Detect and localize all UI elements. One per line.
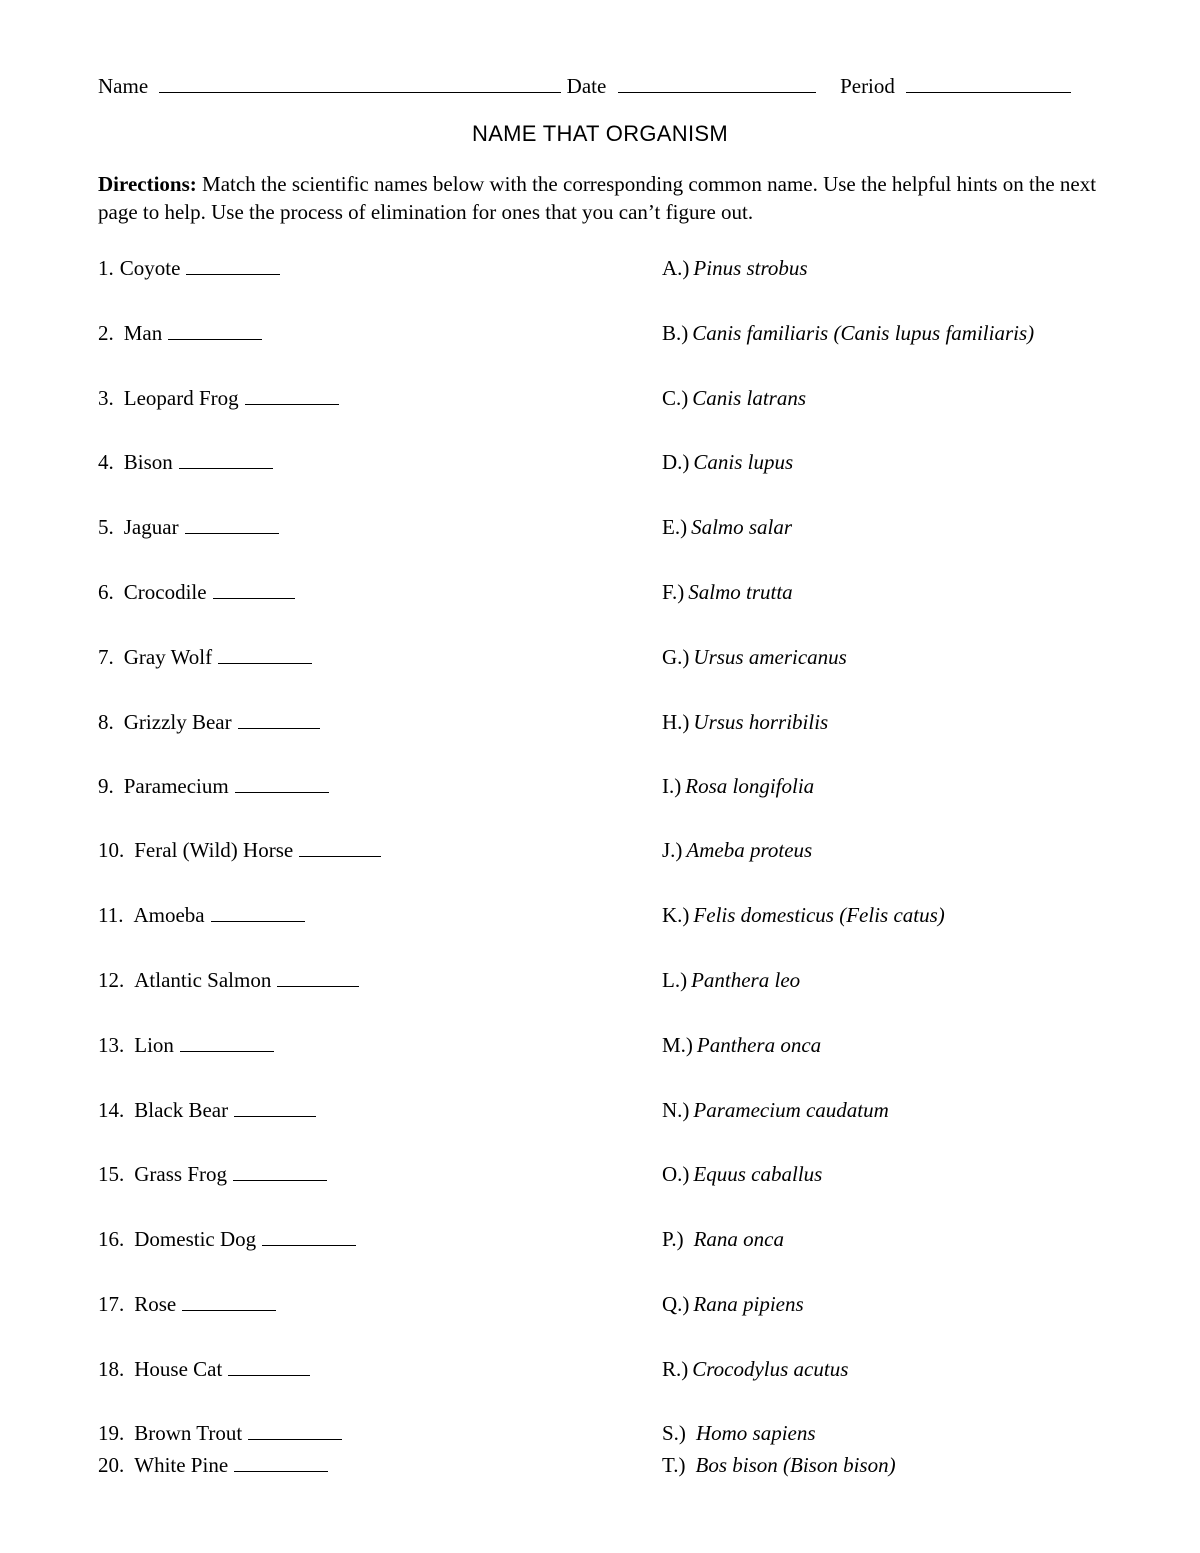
- common-name: Domestic Dog: [134, 1227, 257, 1251]
- answer-blank[interactable]: [168, 319, 262, 340]
- scientific-name: Canis lupus: [693, 450, 794, 474]
- option-letter: P.): [662, 1227, 684, 1251]
- common-name: Feral (Wild) Horse: [134, 838, 294, 862]
- period-blank[interactable]: [906, 72, 1071, 93]
- scientific-name: Paramecium caudatum: [693, 1098, 889, 1122]
- common-name-item: [98, 1355, 310, 1383]
- common-name-item: [98, 1160, 327, 1188]
- common-name-item: [98, 1290, 276, 1318]
- common-name-item: [98, 319, 262, 347]
- item-number: 8.: [98, 710, 114, 734]
- scientific-name-option: [662, 966, 800, 994]
- scientific-name-option: [662, 513, 792, 541]
- scientific-name-option: [662, 1451, 896, 1479]
- answer-blank[interactable]: [262, 1225, 356, 1246]
- scientific-name-option: [662, 1225, 784, 1253]
- matching-row: [0, 1031, 1200, 1061]
- scientific-name-option: [662, 901, 945, 929]
- answer-blank[interactable]: [234, 1451, 328, 1472]
- common-name: White Pine: [134, 1453, 229, 1477]
- option-letter: G.): [662, 645, 690, 669]
- common-name-item: [98, 1031, 274, 1059]
- scientific-name: Rana pipiens: [693, 1292, 804, 1316]
- answer-blank[interactable]: [299, 836, 381, 857]
- scientific-name: Felis domesticus (Felis catus): [693, 903, 945, 927]
- common-name: Leopard Frog: [123, 386, 239, 410]
- matching-row: [0, 1160, 1200, 1190]
- matching-row: [0, 319, 1200, 349]
- answer-blank[interactable]: [186, 254, 280, 275]
- answer-blank[interactable]: [238, 708, 320, 729]
- item-number: 6.: [98, 580, 114, 604]
- common-name: Grass Frog: [134, 1162, 227, 1186]
- matching-row: [0, 1096, 1200, 1126]
- item-number: 5.: [98, 515, 114, 539]
- scientific-name-option: [662, 836, 812, 864]
- item-number: 18.: [98, 1357, 125, 1381]
- scientific-name-option: [662, 708, 828, 736]
- scientific-name: Canis latrans: [692, 386, 807, 410]
- matching-row: [0, 513, 1200, 543]
- scientific-name-option: [662, 1290, 804, 1318]
- common-name: Rose: [134, 1292, 177, 1316]
- directions: [98, 170, 1098, 226]
- common-name-item: [98, 1225, 356, 1253]
- item-number: 1.: [98, 256, 114, 280]
- scientific-name: Salmo trutta: [688, 580, 793, 604]
- option-letter: M.): [662, 1033, 693, 1057]
- answer-blank[interactable]: [233, 1160, 327, 1181]
- scientific-name: Bos bison (Bison bison): [695, 1453, 896, 1477]
- answer-blank[interactable]: [182, 1290, 276, 1311]
- item-number: 17.: [98, 1292, 125, 1316]
- scientific-name-option: [662, 254, 808, 282]
- date-label: Date: [566, 74, 607, 98]
- matching-row: [0, 1451, 1200, 1481]
- matching-row: [0, 1290, 1200, 1320]
- answer-blank[interactable]: [185, 513, 279, 534]
- scientific-name: Pinus strobus: [693, 256, 808, 280]
- scientific-name-option: [662, 1096, 889, 1124]
- matching-row: [0, 448, 1200, 478]
- option-letter: S.): [662, 1421, 686, 1445]
- scientific-name-option: [662, 1031, 821, 1059]
- scientific-name: Homo sapiens: [695, 1421, 816, 1445]
- option-letter: Q.): [662, 1292, 690, 1316]
- item-number: 11.: [98, 903, 124, 927]
- scientific-name-option: [662, 319, 1034, 347]
- common-name-item: [98, 254, 280, 282]
- answer-blank[interactable]: [248, 1419, 342, 1440]
- scientific-name: Ameba proteus: [686, 838, 813, 862]
- option-letter: B.): [662, 321, 689, 345]
- answer-blank[interactable]: [234, 1096, 316, 1117]
- item-number: 7.: [98, 645, 114, 669]
- date-blank[interactable]: [618, 72, 816, 93]
- item-number: 10.: [98, 838, 125, 862]
- directions-label: Directions:: [98, 172, 197, 196]
- matching-row: [0, 1355, 1200, 1385]
- option-letter: K.): [662, 903, 690, 927]
- option-letter: L.): [662, 968, 688, 992]
- answer-blank[interactable]: [218, 643, 312, 664]
- answer-blank[interactable]: [277, 966, 359, 987]
- item-number: 9.: [98, 774, 114, 798]
- item-number: 19.: [98, 1421, 125, 1445]
- matching-row: [0, 643, 1200, 673]
- option-letter: C.): [662, 386, 689, 410]
- scientific-name-option: [662, 1419, 816, 1447]
- common-name-item: [98, 1096, 316, 1124]
- common-name: Atlantic Salmon: [134, 968, 272, 992]
- common-name: Brown Trout: [134, 1421, 243, 1445]
- common-name: Jaguar: [123, 515, 179, 539]
- scientific-name-option: [662, 643, 847, 671]
- item-number: 20.: [98, 1453, 125, 1477]
- scientific-name-option: [662, 578, 793, 606]
- common-name-item: [98, 513, 279, 541]
- item-number: 12.: [98, 968, 125, 992]
- option-letter: T.): [662, 1453, 686, 1477]
- scientific-name: Rosa longifolia: [685, 774, 815, 798]
- common-name-item: [98, 448, 273, 476]
- common-name-item: [98, 966, 359, 994]
- item-number: 13.: [98, 1033, 125, 1057]
- matching-row: [0, 1225, 1200, 1255]
- option-letter: E.): [662, 515, 688, 539]
- common-name-item: [98, 1419, 342, 1447]
- answer-blank[interactable]: [211, 901, 305, 922]
- matching-row: [0, 836, 1200, 866]
- common-name-item: [98, 708, 320, 736]
- common-name: Black Bear: [134, 1098, 229, 1122]
- option-letter: A.): [662, 256, 690, 280]
- option-letter: D.): [662, 450, 690, 474]
- scientific-name: Ursus americanus: [693, 645, 847, 669]
- common-name-item: [98, 901, 305, 929]
- common-name: Coyote: [119, 256, 181, 280]
- scientific-name: Canis familiaris (Canis lupus familiaris): [692, 321, 1035, 345]
- option-letter: F.): [662, 580, 685, 604]
- scientific-name: Panthera onca: [696, 1033, 822, 1057]
- matching-row: [0, 708, 1200, 738]
- matching-row: [0, 578, 1200, 608]
- common-name: Amoeba: [133, 903, 205, 927]
- directions-text: Match the scientific names below with the corresponding common name. Use the helpful hints on the next page to help. Use the process of elimination for ones that you can’t figure out.: [98, 172, 1097, 224]
- answer-blank[interactable]: [180, 1031, 274, 1052]
- answer-blank[interactable]: [213, 578, 295, 599]
- option-letter: O.): [662, 1162, 690, 1186]
- scientific-name-option: [662, 1355, 848, 1383]
- answer-blank[interactable]: [245, 384, 339, 405]
- option-letter: R.): [662, 1357, 689, 1381]
- matching-row: [0, 772, 1200, 802]
- common-name: Crocodile: [123, 580, 207, 604]
- scientific-name: Crocodylus acutus: [692, 1357, 849, 1381]
- answer-blank[interactable]: [235, 772, 329, 793]
- item-number: 2.: [98, 321, 114, 345]
- matching-row: [0, 384, 1200, 414]
- student-info-line: [98, 72, 1098, 100]
- scientific-name: Rana onca: [693, 1227, 785, 1251]
- matching-row: [0, 966, 1200, 996]
- scientific-name-option: [662, 384, 806, 412]
- matching-row: [0, 1419, 1200, 1449]
- name-label: Name: [98, 74, 149, 98]
- option-letter: H.): [662, 710, 690, 734]
- scientific-name-option: [662, 772, 814, 800]
- item-number: 4.: [98, 450, 114, 474]
- item-number: 3.: [98, 386, 114, 410]
- common-name: Lion: [134, 1033, 174, 1057]
- common-name-item: [98, 772, 329, 800]
- answer-blank[interactable]: [179, 448, 273, 469]
- answer-blank[interactable]: [228, 1355, 310, 1376]
- item-number: 15.: [98, 1162, 125, 1186]
- option-letter: J.): [662, 838, 683, 862]
- common-name-item: [98, 384, 339, 412]
- item-number: 16.: [98, 1227, 125, 1251]
- common-name: Grizzly Bear: [123, 710, 232, 734]
- scientific-name: Salmo salar: [691, 515, 793, 539]
- page-title: NAME THAT ORGANISM: [472, 121, 728, 146]
- scientific-name: Ursus horribilis: [693, 710, 829, 734]
- scientific-name-option: [662, 448, 793, 476]
- common-name: Gray Wolf: [123, 645, 213, 669]
- matching-row: [0, 901, 1200, 931]
- common-name: House Cat: [134, 1357, 223, 1381]
- period-label: Period: [840, 74, 895, 98]
- option-letter: I.): [662, 774, 682, 798]
- scientific-name-option: [662, 1160, 822, 1188]
- common-name-item: [98, 643, 312, 671]
- matching-row: [0, 254, 1200, 284]
- common-name: Paramecium: [123, 774, 229, 798]
- common-name: Bison: [123, 450, 173, 474]
- common-name: Man: [123, 321, 163, 345]
- scientific-name: Equus caballus: [693, 1162, 823, 1186]
- scientific-name: Panthera leo: [691, 968, 801, 992]
- item-number: 14.: [98, 1098, 125, 1122]
- option-letter: N.): [662, 1098, 690, 1122]
- name-blank[interactable]: [159, 72, 561, 93]
- common-name-item: [98, 836, 381, 864]
- common-name-item: [98, 1451, 328, 1479]
- common-name-item: [98, 578, 295, 606]
